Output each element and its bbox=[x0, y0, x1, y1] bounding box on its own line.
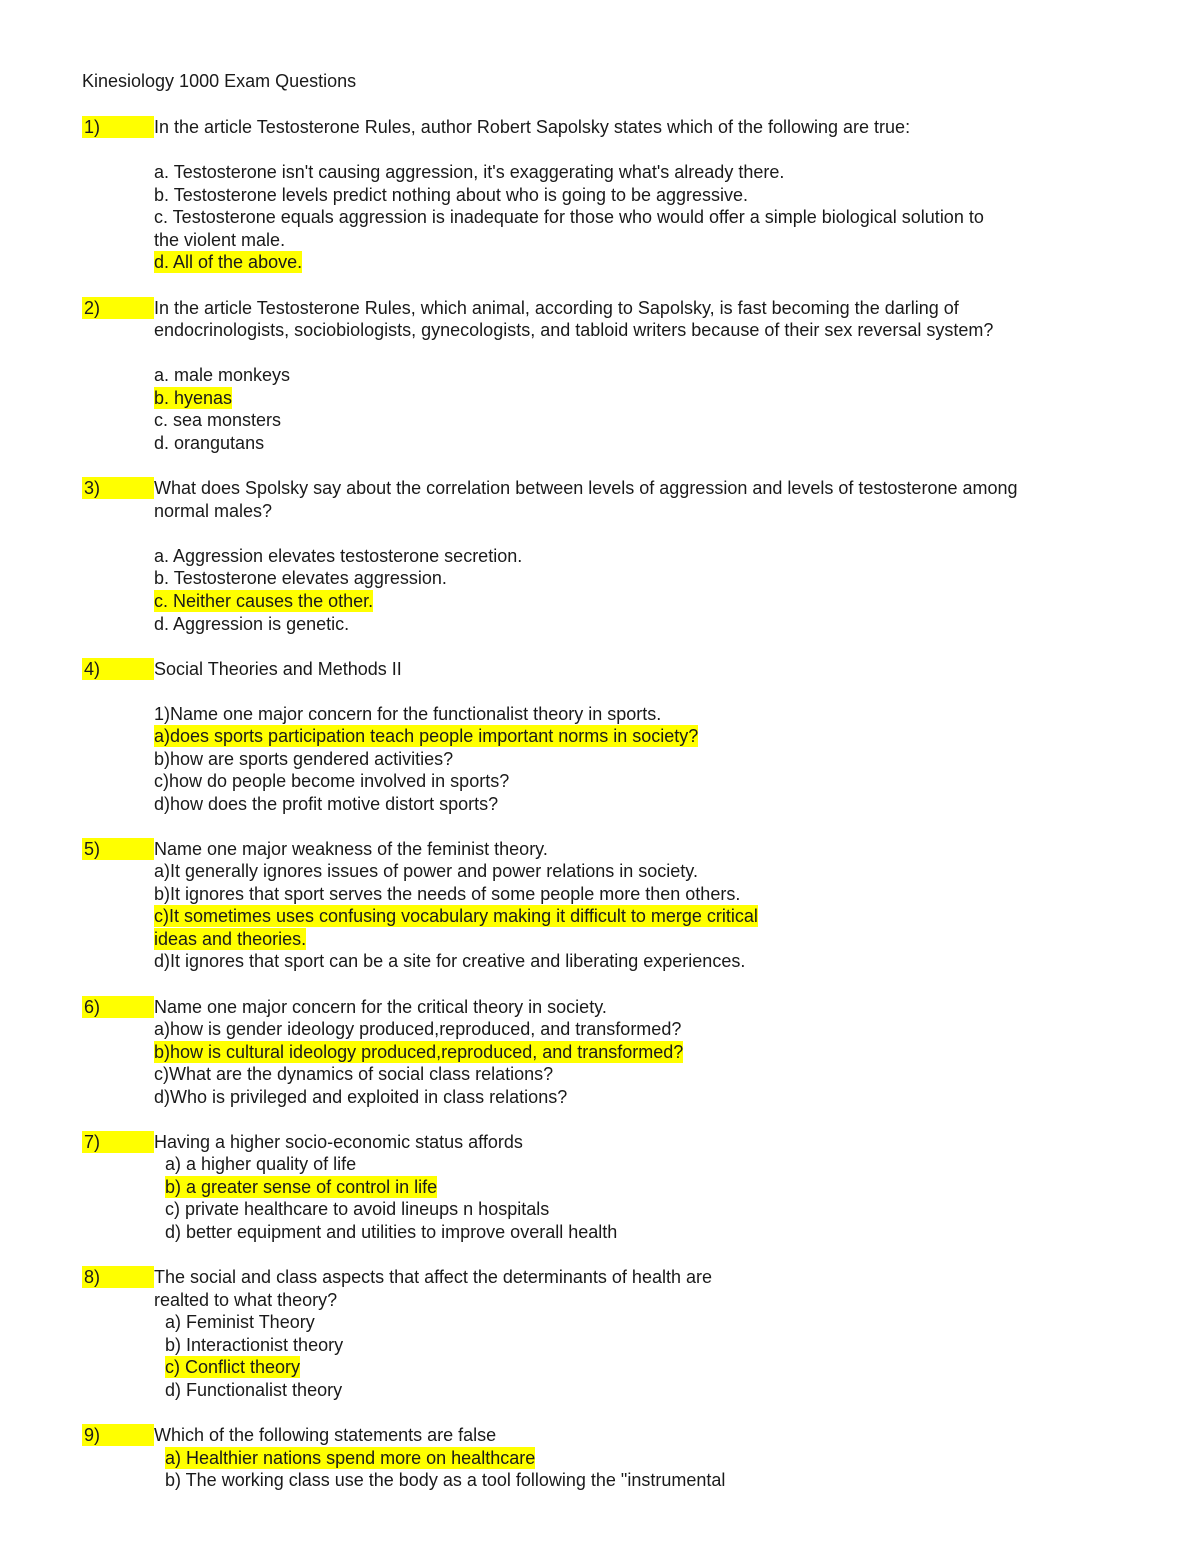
question-stem: In the article Testosterone Rules, author Robert Sapolsky states which of the following are true: bbox=[154, 117, 911, 137]
question-stem: Which of the following statements are false bbox=[154, 1425, 497, 1445]
question-number: 1) bbox=[82, 116, 154, 138]
question-stem: The social and class aspects that affect the determinants of health are bbox=[154, 1267, 712, 1287]
question-number: 7) bbox=[82, 1131, 154, 1153]
answer-option: c)What are the dynamics of social class relations? bbox=[154, 1064, 554, 1084]
answer-option-correct: a)does sports participation teach people important norms in society? bbox=[154, 726, 699, 746]
answer-option-correct: c. Neither causes the other. bbox=[154, 591, 374, 611]
question-stem: normal males? bbox=[154, 501, 273, 521]
answer-option: a. male monkeys bbox=[154, 365, 291, 385]
answer-option: b. Testosterone levels predict nothing about who is going to be aggressive. bbox=[154, 185, 749, 205]
answer-option: c)how do people become involved in sports? bbox=[154, 771, 510, 791]
question-number: 8) bbox=[82, 1266, 154, 1288]
answer-option: a)It generally ignores issues of power and power relations in society. bbox=[154, 861, 698, 881]
answer-option: b. Testosterone elevates aggression. bbox=[154, 568, 447, 588]
answer-option: a. Testosterone isn't causing aggression, it's exaggerating what's already there. bbox=[154, 162, 785, 182]
question-number: 4) bbox=[82, 658, 154, 680]
answer-option: d. Aggression is genetic. bbox=[154, 614, 350, 634]
answer-option: the violent male. bbox=[154, 230, 286, 250]
question-stem: Having a higher socio-economic status affords bbox=[154, 1132, 523, 1152]
answer-option: a)how is gender ideology produced,reproduced, and transformed? bbox=[154, 1019, 682, 1039]
answer-option-correct: c) Conflict theory bbox=[165, 1357, 301, 1377]
question-number: 3) bbox=[82, 477, 154, 499]
answer-option: d)It ignores that sport can be a site for creative and liberating experiences. bbox=[154, 951, 746, 971]
answer-option-correct: d. All of the above. bbox=[154, 252, 303, 272]
answer-option: d)how does the profit motive distort sports? bbox=[154, 794, 499, 814]
question-stem: Social Theories and Methods II bbox=[154, 659, 402, 679]
sub-question: 1)Name one major concern for the functionalist theory in sports. bbox=[154, 704, 662, 724]
answer-option: a) a higher quality of life bbox=[165, 1154, 357, 1174]
answer-option: b) The working class use the body as a tool following the "instrumental bbox=[165, 1470, 726, 1490]
answer-option-correct: a) Healthier nations spend more on healthcare bbox=[165, 1448, 536, 1468]
answer-option: d. orangutans bbox=[154, 433, 265, 453]
answer-option: d) better equipment and utilities to improve overall health bbox=[165, 1222, 618, 1242]
answer-option: d) Functionalist theory bbox=[165, 1380, 343, 1400]
answer-option-correct: b) a greater sense of control in life bbox=[165, 1177, 438, 1197]
answer-option: c. Testosterone equals aggression is inadequate for those who would offer a simple biological solution to bbox=[154, 207, 984, 227]
question-stem: What does Spolsky say about the correlation between levels of aggression and levels of testosterone among bbox=[154, 478, 1018, 498]
answer-option: a) Feminist Theory bbox=[165, 1312, 315, 1332]
answer-option: c. sea monsters bbox=[154, 410, 282, 430]
answer-option: b) Interactionist theory bbox=[165, 1335, 344, 1355]
answer-option: b)It ignores that sport serves the needs of some people more then others. bbox=[154, 884, 741, 904]
answer-option: a. Aggression elevates testosterone secretion. bbox=[154, 546, 523, 566]
answer-option: b)how are sports gendered activities? bbox=[154, 749, 454, 769]
question-stem: Name one major concern for the critical theory in society. bbox=[154, 997, 607, 1017]
question-number: 6) bbox=[82, 996, 154, 1018]
question-stem: Name one major weakness of the feminist theory. bbox=[154, 839, 548, 859]
question-stem: realted to what theory? bbox=[154, 1290, 338, 1310]
answer-option-correct: b. hyenas bbox=[154, 388, 233, 408]
answer-option: c) private healthcare to avoid lineups n hospitals bbox=[165, 1199, 550, 1219]
question-number: 9) bbox=[82, 1424, 154, 1446]
question-number: 2) bbox=[82, 297, 154, 319]
document-title: Kinesiology 1000 Exam Questions bbox=[82, 71, 357, 91]
answer-option-correct: c)It sometimes uses confusing vocabulary making it difficult to merge critical bbox=[154, 906, 758, 926]
question-stem: endocrinologists, sociobiologists, gynecologists, and tabloid writers because of their sex reversal system? bbox=[154, 320, 994, 340]
question-stem: In the article Testosterone Rules, which animal, according to Sapolsky, is fast becoming the darling of bbox=[154, 298, 959, 318]
question-number: 5) bbox=[82, 838, 154, 860]
answer-option: d)Who is privileged and exploited in class relations? bbox=[154, 1087, 568, 1107]
answer-option-correct: b)how is cultural ideology produced,reproduced, and transformed? bbox=[154, 1042, 684, 1062]
answer-option-correct: ideas and theories. bbox=[154, 929, 307, 949]
